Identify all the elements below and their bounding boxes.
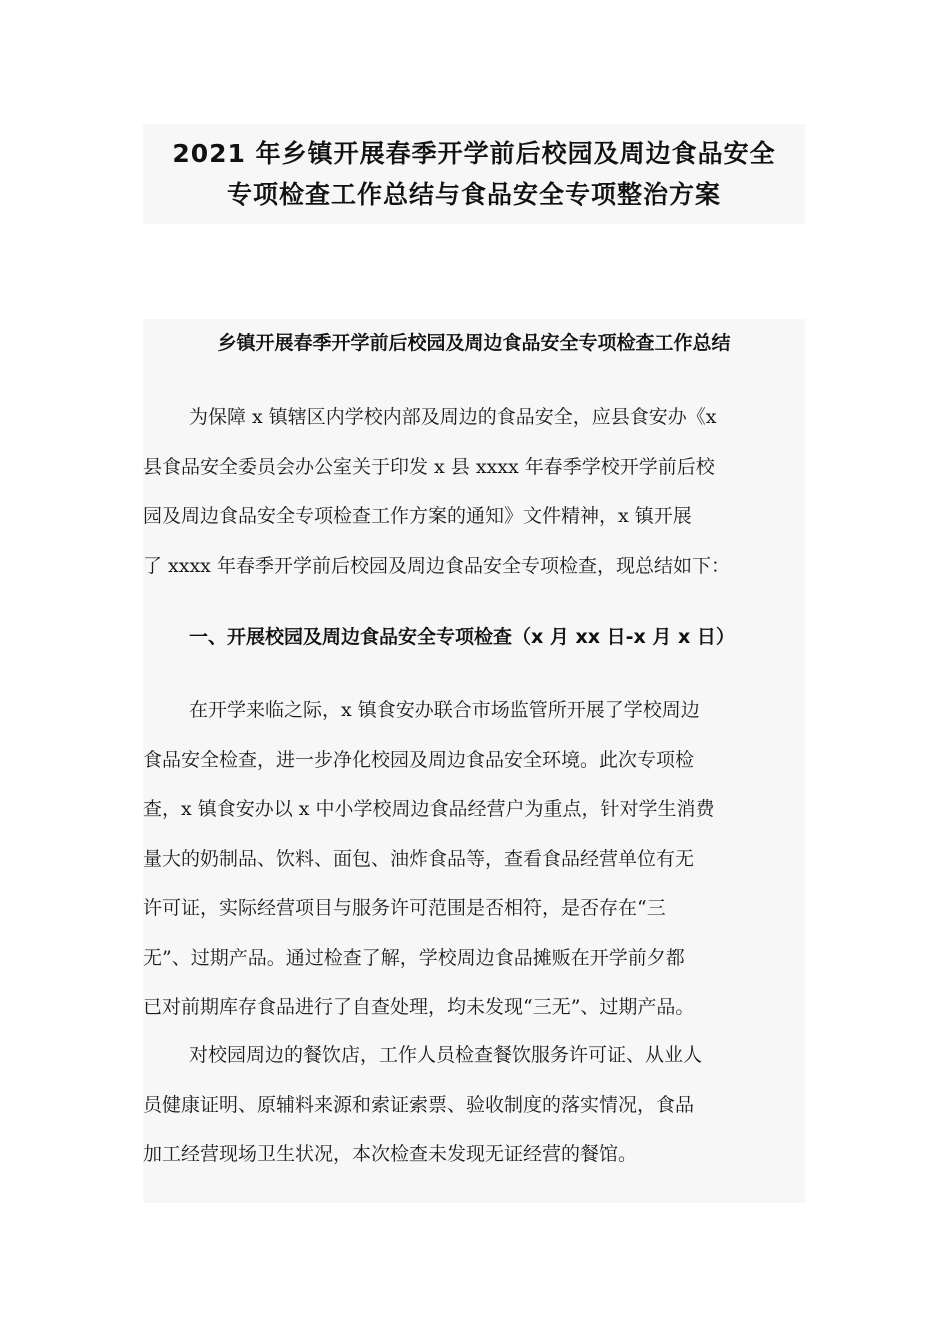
document-body (143, 319, 805, 1203)
section-subtitle: 乡镇开展春季开学前后校园及周边食品安全专项检查工作总结 (217, 332, 731, 354)
paragraph-line: 员健康证明、原辅料来源和索证索票、验收制度的落实情况，食品 (143, 1093, 695, 1116)
paragraph-line: 量大的奶制品、饮料、面包、油炸食品等，查看食品经营单位有无 (143, 847, 695, 870)
paragraph-line: 县食品安全委员会办公室关于印发 x 县 xxxx 年春季学校开学前后校 (143, 455, 715, 478)
paragraph-line: 食品安全检查，进一步净化校园及周边食品安全环境。此次专项检 (143, 748, 695, 771)
paragraph-line: 了 xxxx 年春季开学前后校园及周边食品安全专项检查，现总结如下： (143, 554, 730, 577)
paragraph-restaurants (143, 1031, 823, 1180)
paragraph-line: 为保障 x 镇辖区内学校内部及周边的食品安全，应县食安办《x (189, 406, 717, 428)
paragraph-line: 园及周边食品安全专项检查工作方案的通知》文件精神，x 镇开展 (143, 505, 692, 527)
title-line-2: 专项检查工作总结与食品安全专项整治方案 (226, 180, 721, 209)
title-line-1: 2021 年乡镇开展春季开学前后校园及周边食品安全 (172, 139, 776, 168)
paragraph-line: 许可证，实际经营项目与服务许可范围是否相符，是否存在“三 (143, 897, 666, 919)
paragraph-line: 查，x 镇食安办以 x 中小学校周边食品经营户为重点，针对学生消费 (143, 798, 715, 820)
paragraph-inspection (143, 686, 823, 1033)
paragraph-line: 在开学来临之际，x 镇食安办联合市场监管所开展了学校周边 (189, 699, 700, 721)
paragraph-line: 无”、过期产品。通过检查了解，学校周边食品摊贩在开学前夕都 (143, 946, 685, 969)
paragraph-intro (143, 393, 823, 591)
paragraph-line: 加工经营现场卫生状况，本次检查未发现无证经营的餐馆。 (143, 1143, 638, 1165)
section-heading-1: 一、开展校园及周边食品安全专项检查（x 月 xx 日-x 月 x 日） (189, 626, 735, 648)
paragraph-line: 对校园周边的餐饮店，工作人员检查餐饮服务许可证、从业人 (189, 1044, 703, 1066)
paragraph-line: 已对前期库存食品进行了自查处理，均未发现“三无”、过期产品。 (143, 996, 695, 1018)
document-title (143, 124, 805, 224)
